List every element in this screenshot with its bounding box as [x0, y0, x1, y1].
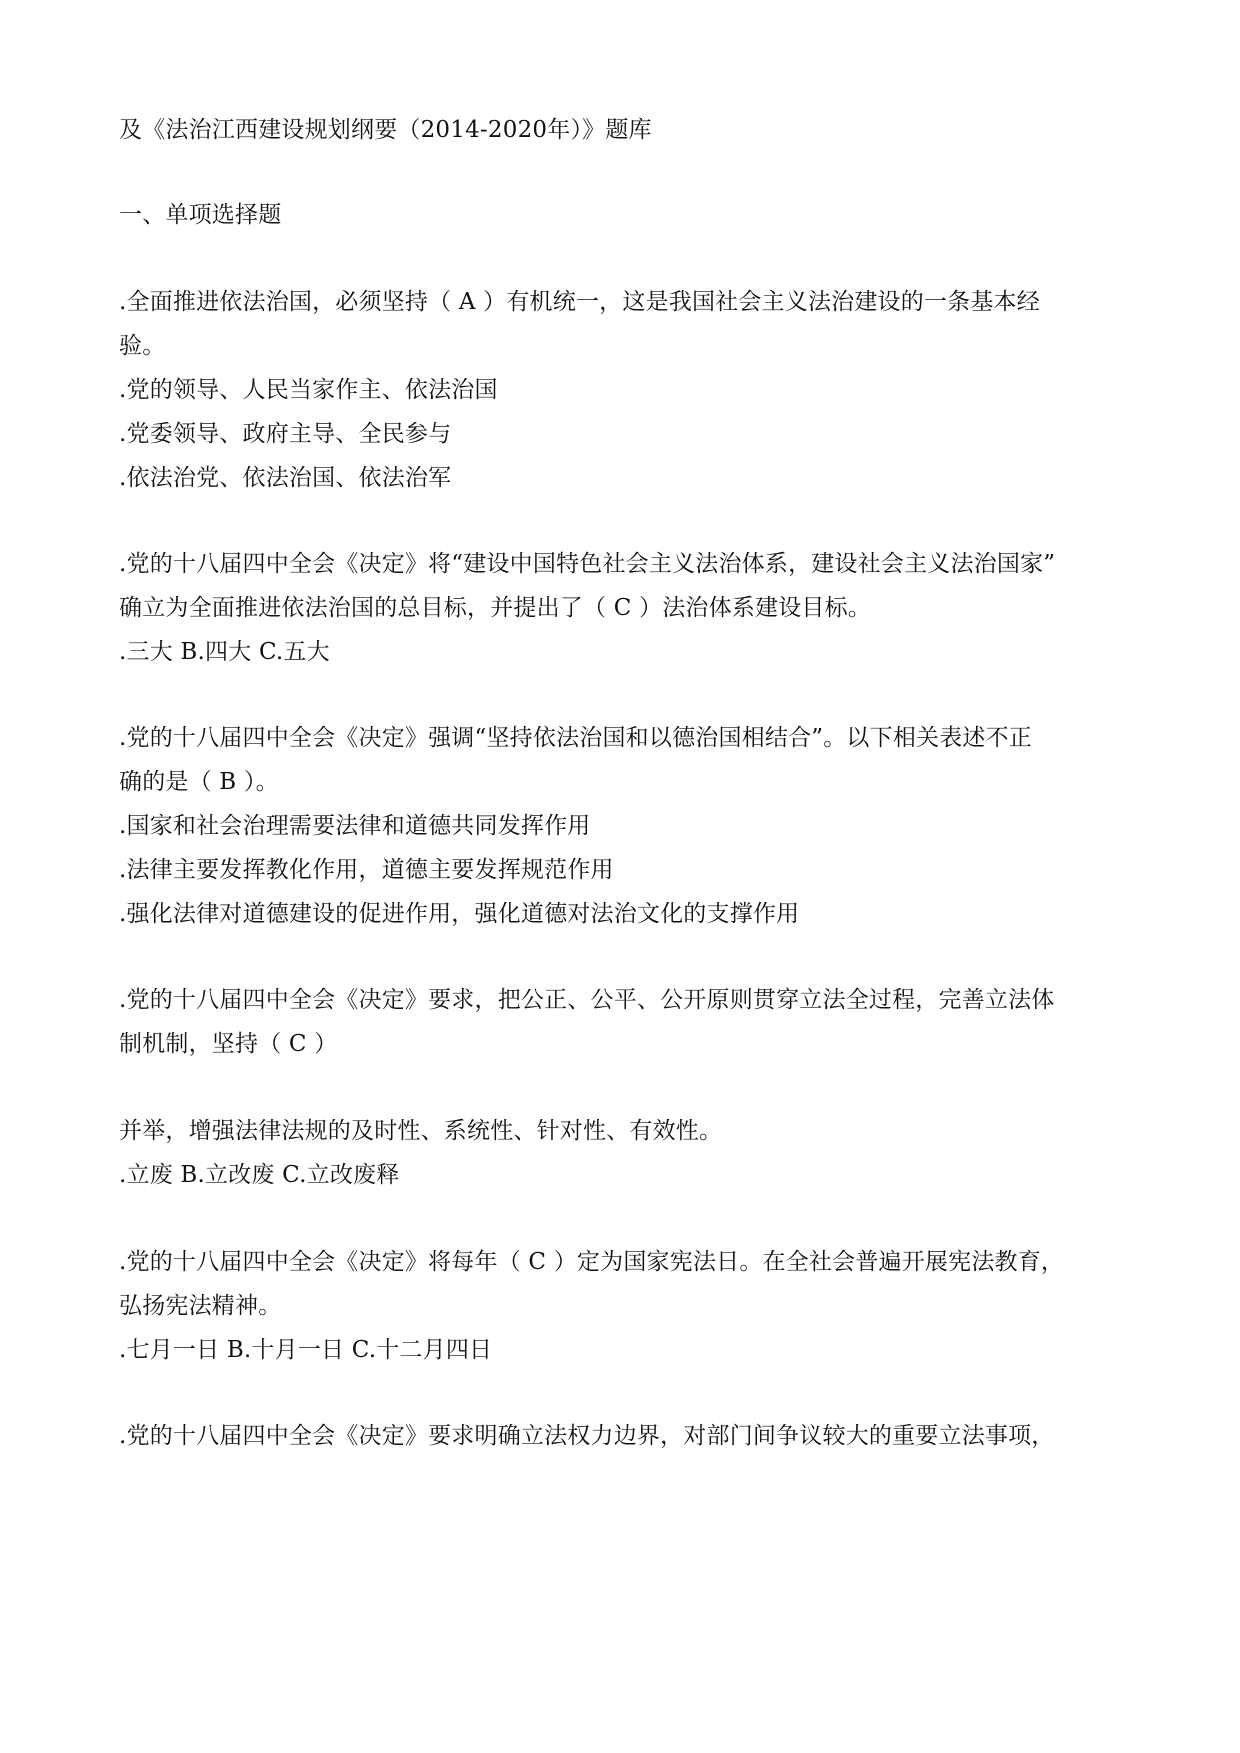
- question-text: .党的十八届四中全会《决定》要求明确立法权力边界，对部门间争议较大的重要立法事项，: [119, 1423, 1055, 1449]
- question-text: .党的十八届四中全会《决定》要求，把公正、公平、公开原则贯穿立法全过程，完善立法体: [119, 987, 1055, 1013]
- answer-option: .党委领导、政府主导、全民参与: [119, 421, 452, 447]
- answer-option: .七月一日 B.十月一日 C.十二月四日: [119, 1337, 493, 1363]
- question-text: .党的十八届四中全会《决定》将“建设中国特色社会主义法治体系，建设社会主义法治国家”: [119, 551, 1056, 577]
- question-continuation: 并举，增强法律法规的及时性、系统性、针对性、有效性。: [119, 1118, 723, 1144]
- question-text: .全面推进依法治国，必须坚持（ A ）有机统一，这是我国社会主义法治建设的一条基本经: [119, 289, 1040, 315]
- answer-option: .立废 B.立改废 C.立改废释: [119, 1162, 400, 1188]
- question-text: 确立为全面推进依法治国的总目标，并提出了（ C ）法治体系建设目标。: [119, 595, 872, 621]
- question-text: 制机制，坚持（ C ）: [119, 1031, 338, 1057]
- question-text: .党的十八届四中全会《决定》将每年（ C ）定为国家宪法日。在全社会普遍开展宪法教育，: [119, 1249, 1065, 1275]
- section-heading: 一、单项选择题: [119, 202, 282, 228]
- answer-option: .依法治党、依法治国、依法治军: [119, 465, 452, 491]
- question-text: 确的是（ B ）。: [119, 769, 279, 795]
- question-text: .党的十八届四中全会《决定》强调“坚持依法治国和以德治国相结合”。以下相关表述不正: [119, 725, 1033, 751]
- question-text: 弘扬宪法精神。: [119, 1293, 282, 1319]
- document-title: 及《法治江西建设规划纲要（2014-2020年）》题库: [119, 117, 652, 143]
- answer-option: .党的领导、人民当家作主、依法治国: [119, 377, 498, 403]
- answer-option: .三大 B.四大 C.五大: [119, 639, 330, 665]
- question-text: 验。: [119, 333, 166, 359]
- answer-option: .法律主要发挥教化作用，道德主要发挥规范作用: [119, 857, 614, 883]
- answer-option: .强化法律对道德建设的促进作用，强化道德对法治文化的支撑作用: [119, 901, 800, 927]
- answer-option: .国家和社会治理需要法律和道德共同发挥作用: [119, 813, 591, 839]
